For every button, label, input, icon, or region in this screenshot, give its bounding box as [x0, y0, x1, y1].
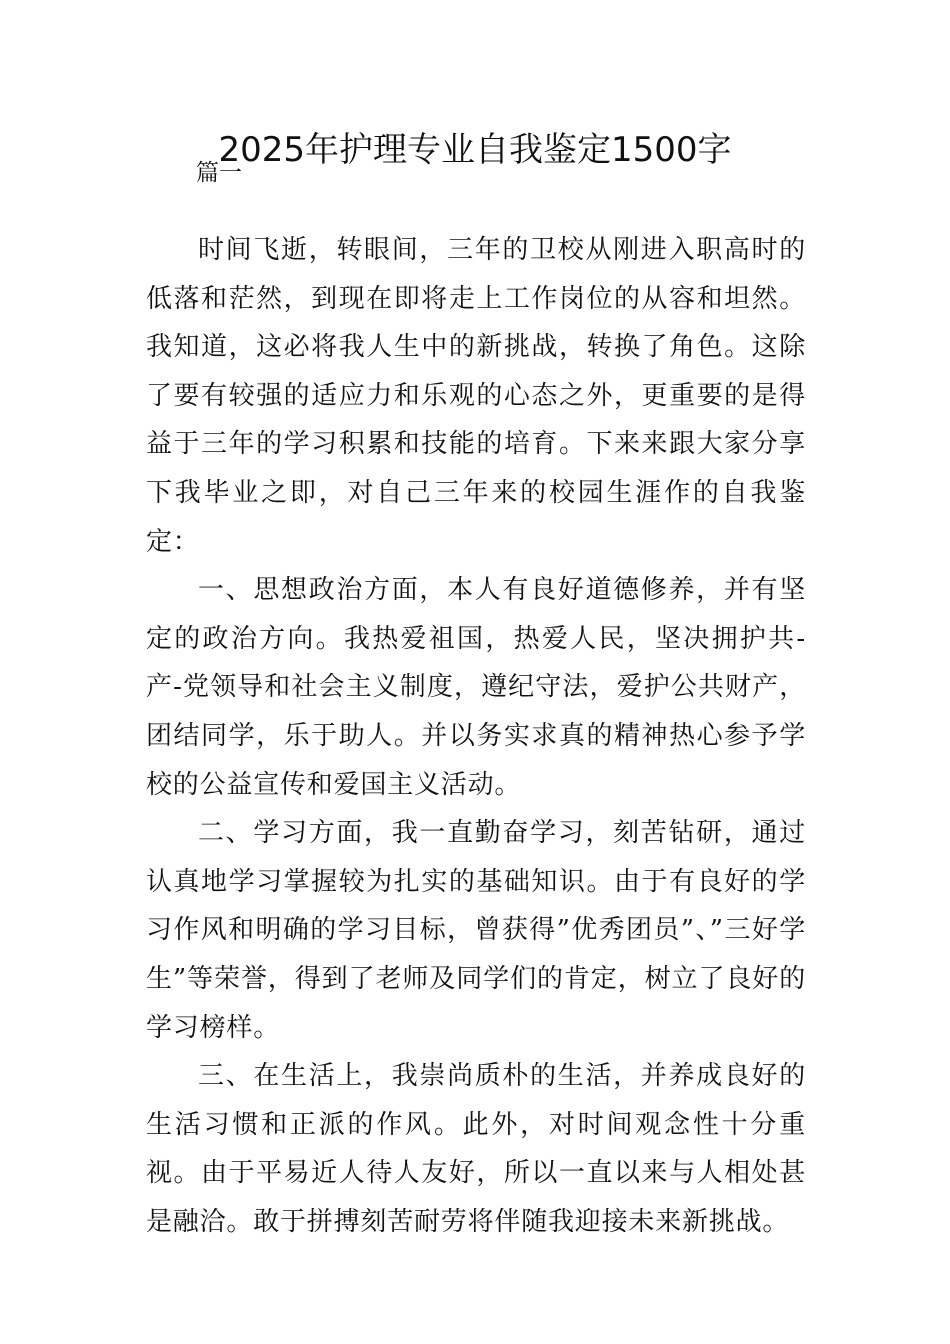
paragraph-study: 二、学习方面，我一直勤奋学习，刻苦钻研，通过认真地学习掌握较为扎实的基础知识。由于有良好的学习作风和明确的学习目标，曾获得”优秀团员”、”三好学生”等荣誉，得到了老师及同学们的肯定，树立了良好的学习榜样。 — [146, 818, 806, 1043]
section-label: 篇一 — [196, 160, 242, 186]
paragraph-intro: 时间飞逝，转眼间，三年的卫校从刚进入职高时的低落和茫然，到现在即将走上工作岗位的从容和坦然。我知道，这必将我人生中的新挑战，转换了角色。这除了要有较强的适应力和乐观的心态之外，更重要的是得益于三年的学习积累和技能的培育。下来来跟大家分享下我毕业之即，对自己三年来的校园生涯作的自我鉴定： — [146, 235, 806, 557]
document-title: 2025年护理专业自我鉴定1500字 — [218, 130, 732, 170]
document-body — [146, 226, 806, 1246]
paragraph-life: 三、在生活上，我崇尚质朴的生活，并养成良好的生活习惯和正派的作风。此外，对时间观念性十分重视。由于平易近人待人友好，所以一直以来与人相处甚是融洽。敢于拼搏刻苦耐劳将伴随我迎接未来新挑战。 — [146, 1061, 806, 1237]
paragraph-politics: 一、思想政治方面，本人有良好道德修养，并有坚定的政治方向。我热爱祖国，热爱人民，坚决拥护共-产-党领导和社会主义制度，遵纪守法，爱护公共财产，团结同学，乐于助人。并以务实求真的精神热心参予学校的公益宣传和爱国主义活动。 — [146, 575, 806, 800]
